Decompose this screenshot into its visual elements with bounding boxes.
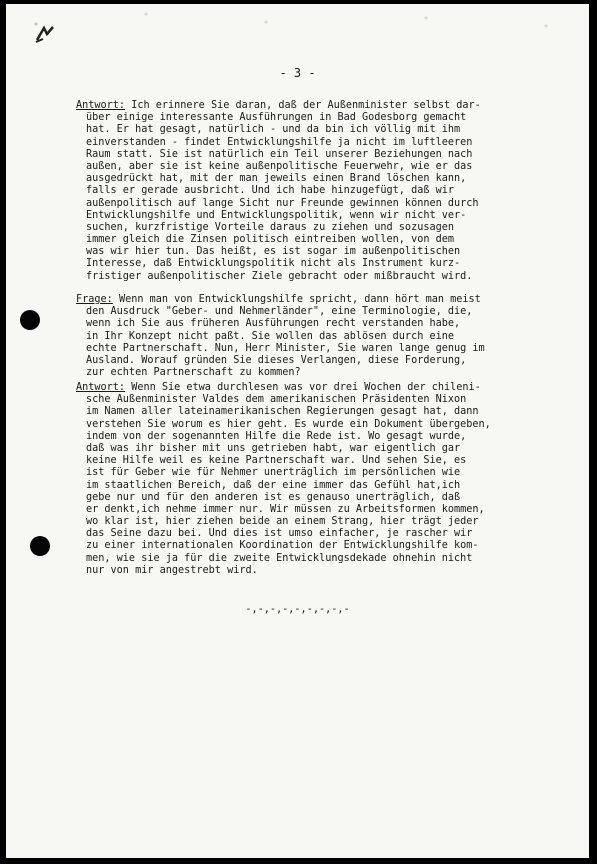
text-line: Wenn man von Entwicklungshilfe spricht, dann hört man meist [112,294,481,305]
text-line: Interesse, daß Entwicklungspolitik nicht als Instrument kurz- [86,258,461,270]
text-line: Ausland. Worauf gründen Sie dieses Verlangen, diese Forderung, [86,354,467,366]
text-line: über einige interessante Ausführungen in Bad Godesborg gemacht [86,112,467,124]
text-line: einverstanden - findet Entwicklungshilfe ja nicht im luftleeren [86,136,473,148]
text-line: echte Partnerschaft. Nun, Herr Minister, Sie waren lange genug im [86,342,485,354]
text-line: wenn ich Sie aus früheren Ausführungen recht verstanden habe, [86,318,461,330]
text-line: er denkt,ich nehme immer nur. Wir müssen zu Arbeitsformen kommen, [86,503,485,515]
text-line: ausgedrückt hat, mit der man jeweils einen Brand löschen kann, [86,173,467,185]
text-line: gebe nur und für den anderen ist es genauso unerträglich, daß [86,491,461,503]
speaker-label: Antwort: [76,382,126,393]
text-line: verstehen Sie worum es hier geht. Es wurde ein Dokument übergeben, [86,418,491,430]
document-page [6,4,589,858]
punch-hole-bottom [30,536,50,556]
text-line: zu einer internationalen Koordination der Entwicklungshilfe kom- [86,540,479,552]
text-line: in Ihr Konzept nicht paßt. Sie wollen das ablösen durch eine [86,330,455,342]
text-line: Ich erinnere Sie daran, daß der Außenminister selbst dar- [125,100,481,111]
text-line: indem von der sogenannten Hilfe die Rede ist. Wo gesagt wurde, [86,430,467,442]
text-line: Wenn Sie etwa durchlesen was vor drei Wochen der chileni- [125,382,481,393]
text-line: men, wie sie ja für die zweite Entwicklungsdekade ohnehin nicht [86,552,473,564]
text-line: zur echten Partnerschaft zu kommen? [86,367,301,379]
text-line: immer gleich die Zinsen politisch eintreiben wollen, von dem [86,234,455,246]
question-paragraph [76,294,564,379]
text-line: im Namen aller lateinamerikanischen Regierungen gesagt hat, dann [86,406,479,418]
speaker-label: Frage: [76,294,113,305]
text-line: suchen, kurzfristige Vorteile daraus zu ziehen und sozusagen [86,221,455,233]
text-line: hat. Er hat gesagt, natürlich - und da bin ich völlig mit ihm [86,124,461,136]
text-line: im staatlichen Bereich, daß der eine immer das Gefühl hat,ich [86,479,461,491]
text-line: keine Hilfe weil es keine Partnerschaft war. Und sehen Sie, es [86,455,467,467]
punch-hole-top [20,310,40,330]
text-line: außen, aber sie ist keine außenpolitische Feuerwehr, wie er das [86,160,473,172]
text-line: den Ausdruck "Geber- und Nehmerländer", eine Terminologie, die, [86,306,473,318]
text-line: das Seine dazu bei. Und dies ist umso einfacher, je rascher wir [86,528,473,540]
text-line: Entwicklungshilfe und Entwicklungspolitik, wenn wir nicht ver- [86,209,467,221]
text-line: fristiger außenpolitischer Ziele gebracht oder mißbraucht wird. [86,270,473,282]
text-line: sche Außenminister Valdes dem amerikanischen Präsidenten Nixon [86,394,467,406]
text-line: daß was ihr bisher mit uns getrieben habt, war eigentlich gar [86,442,461,454]
scan-noise [6,4,589,52]
section-separator: -,-,-,-,-,-,-,-,- [245,604,350,615]
text-line: wo klar ist, hier ziehen beide an einem Strang, hier trägt jeder [86,516,479,528]
speaker-label: Antwort: [76,100,126,111]
text-line: ist für Geber wie für Nehmer unerträglich im persönlichen wie [86,467,461,479]
text-line: Raum statt. Sie ist natürlich ein Teil unserer Beziehungen nach [86,148,473,160]
answer-paragraph-1 [76,100,564,283]
text-line: falls er gerade ausbricht. Und ich habe hinzugefügt, daß wir [86,185,455,197]
text-line: was wir hier tun. Das heißt, es ist sogar im außenpolitischen [86,246,461,258]
handwritten-mark [34,24,56,44]
page-number: - 3 - [279,66,316,80]
answer-paragraph-2 [76,382,564,577]
text-line: nur von mir angestrebt wird. [86,564,258,576]
text-line: außenpolitisch auf lange Sicht nur Freunde gewinnen können durch [86,197,479,209]
